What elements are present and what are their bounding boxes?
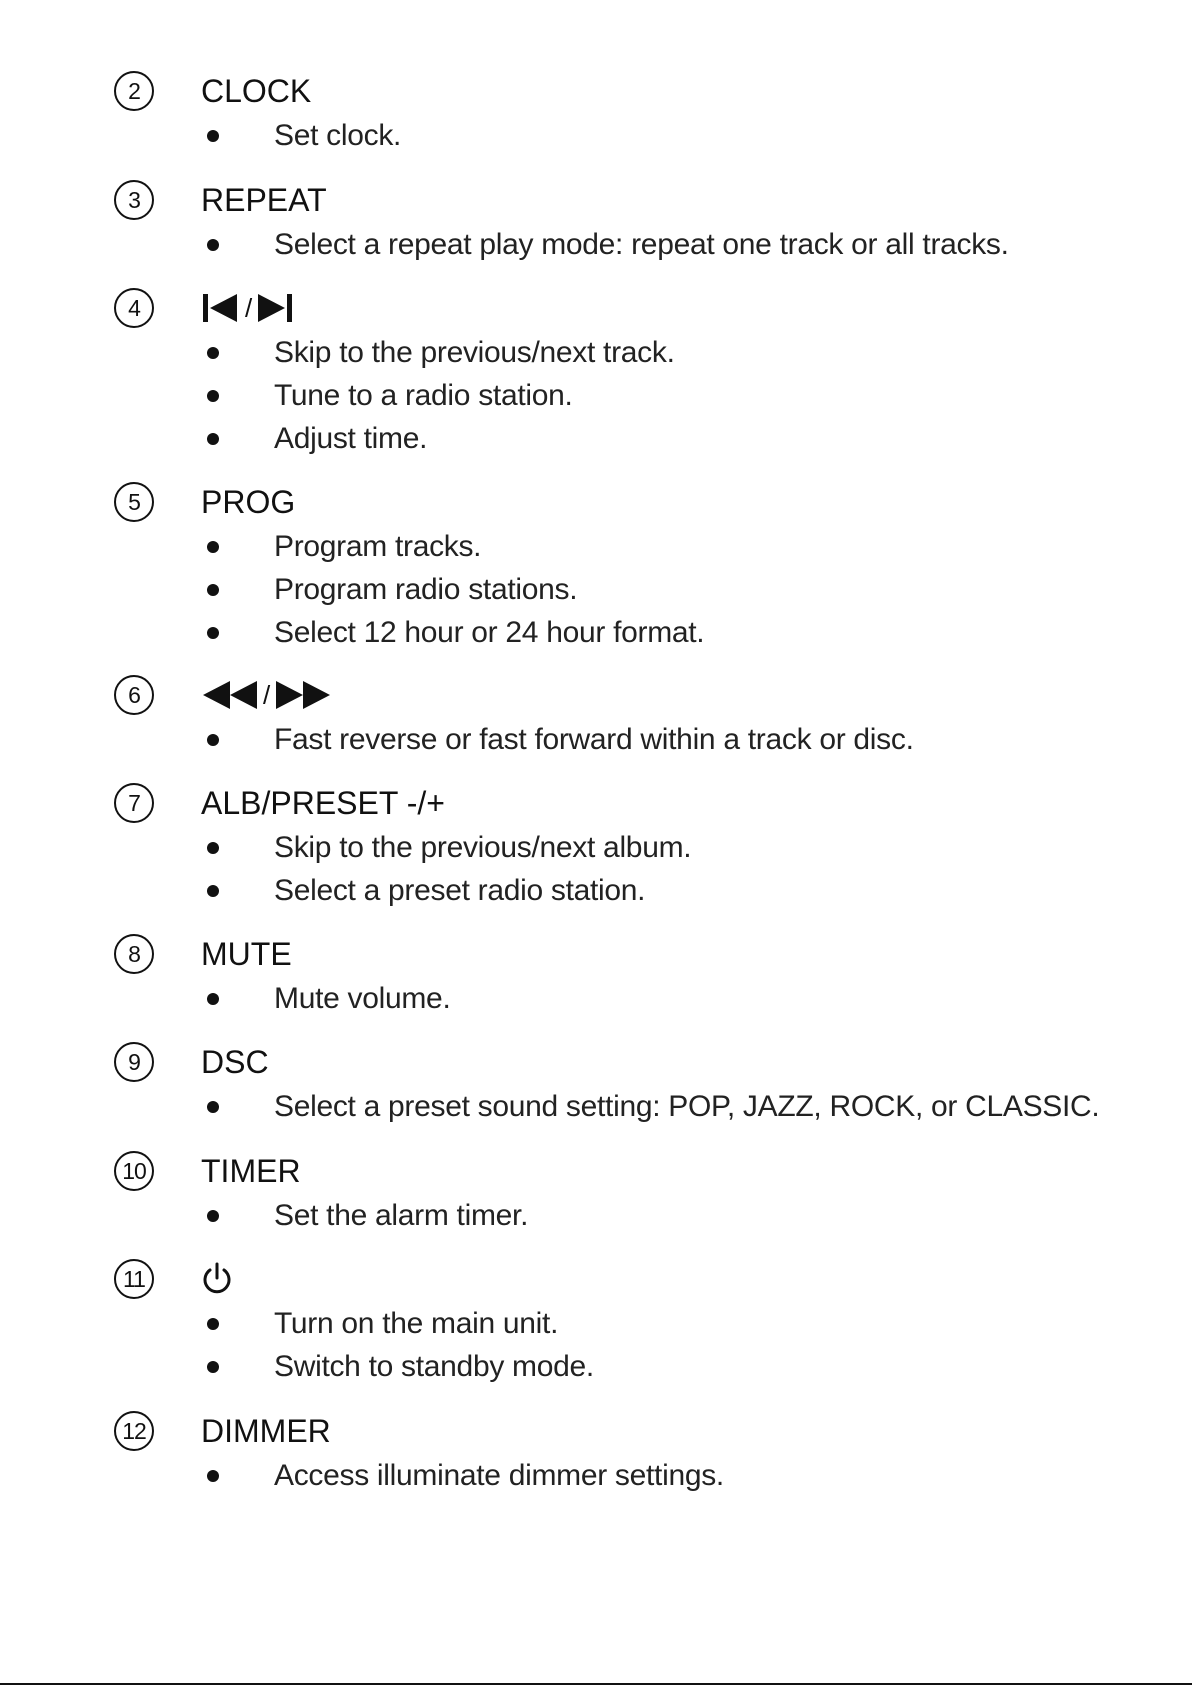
item-heading: REPEAT [201,182,327,218]
bullet-icon [207,541,219,553]
bullet-icon [207,734,219,746]
item-heading: DIMMER [201,1413,331,1449]
bullet-icon [207,433,219,445]
list-item-text: Turn on the main unit. [274,1307,559,1340]
item-heading [201,675,332,715]
list-item-text: Switch to standby mode. [274,1350,594,1383]
list-item-text: Fast reverse or fast forward within a track or disc. [274,723,914,756]
heading-separator: / [245,293,253,323]
bullet-icon [207,885,219,897]
previous-track-icon [201,292,241,324]
power-standby-icon [201,1262,233,1296]
item-heading: MUTE [201,936,292,972]
item-number-badge: 4 [114,288,154,328]
item-number-badge: 2 [114,71,154,111]
list-item-text: Select a preset radio station. [274,874,646,907]
bullet-icon [207,627,219,639]
item-number-badge: 11 [114,1259,154,1299]
list-item-text: Select a preset sound setting: POP, JAZZ, ROCK, or CLASSIC. [274,1090,1100,1123]
item-heading: PROG [201,484,296,520]
list-item-text: Program radio stations. [274,573,578,606]
item-heading: DSC [201,1044,269,1080]
list-item-text: Select a repeat play mode: repeat one track or all tracks. [274,228,1009,261]
bullet-icon [207,584,219,596]
item-number-badge: 3 [114,180,154,220]
item-number-badge: 12 [114,1411,154,1451]
next-track-icon [256,292,296,324]
item-number-badge: 7 [114,783,154,823]
item-number-badge: 9 [114,1042,154,1082]
heading-separator: / [263,680,271,710]
bullet-icon [207,993,219,1005]
list-item-text: Tune to a radio station. [274,379,573,412]
bullet-icon [207,1470,219,1482]
item-number-badge: 10 [114,1151,154,1191]
item-number-badge: 6 [114,675,154,715]
bullet-icon [207,1361,219,1373]
fast-reverse-icon [201,679,259,711]
item-heading [201,1259,233,1299]
item-heading: TIMER [201,1153,301,1189]
fast-forward-icon [274,679,332,711]
bullet-icon [207,1318,219,1330]
list-item-text: Adjust time. [274,422,428,455]
bullet-icon [207,347,219,359]
bullet-icon [207,130,219,142]
list-item-text: Set clock. [274,119,402,152]
item-number-badge: 5 [114,482,154,522]
bullet-icon [207,1210,219,1222]
bullet-icon [207,842,219,854]
item-heading [201,288,296,328]
list-item-text: Access illuminate dimmer settings. [274,1459,724,1492]
list-item-text: Mute volume. [274,982,451,1015]
list-item-text: Program tracks. [274,530,482,563]
list-item-text: Skip to the previous/next album. [274,831,692,864]
bullet-icon [207,390,219,402]
item-heading: ALB/PRESET -/+ [201,785,445,821]
list-item-text: Set the alarm timer. [274,1199,529,1232]
list-item-text: Select 12 hour or 24 hour format. [274,616,705,649]
item-heading: CLOCK [201,73,312,109]
item-number-badge: 8 [114,934,154,974]
list-item-text: Skip to the previous/next track. [274,336,675,369]
bullet-icon [207,1101,219,1113]
bullet-icon [207,239,219,251]
